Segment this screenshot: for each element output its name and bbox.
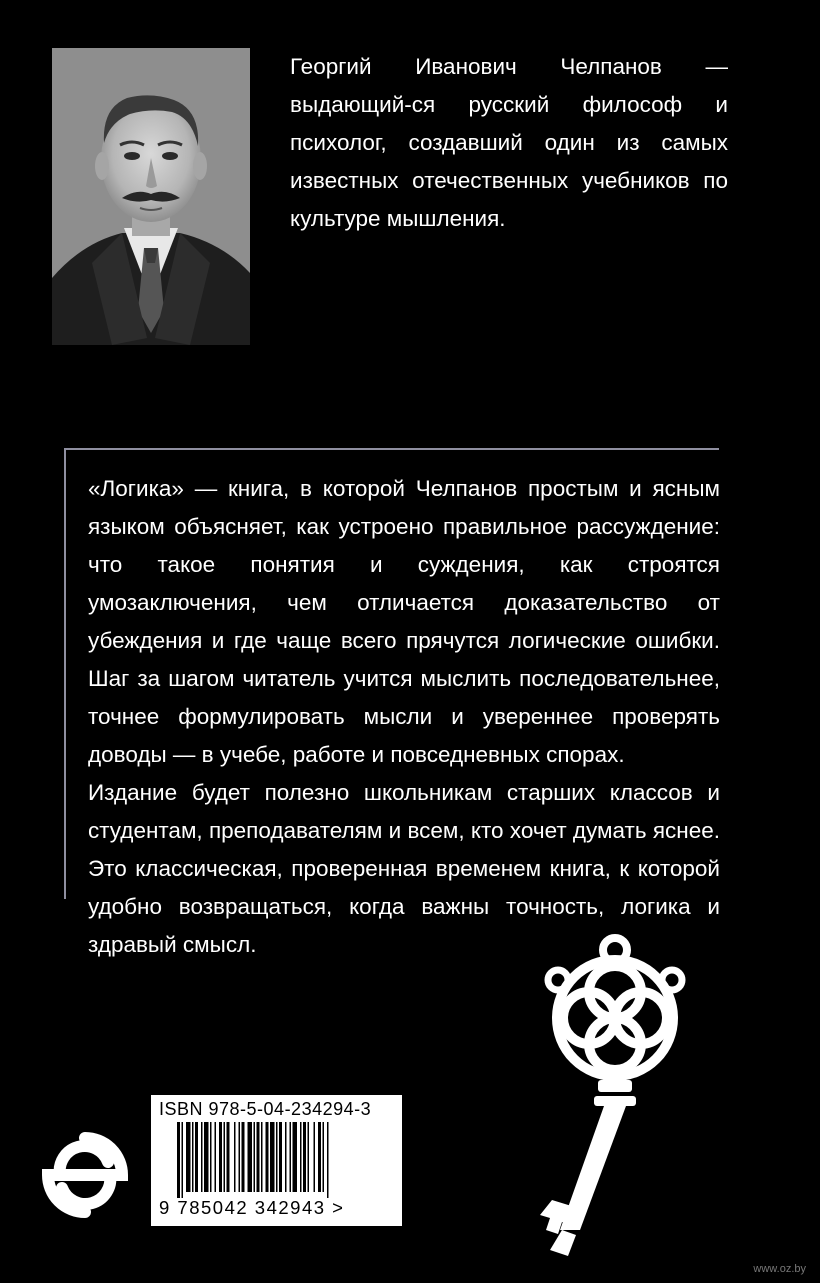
frame-left-line — [64, 448, 66, 899]
description-paragraph-2: Издание будет полезно школьникам старших классов и студентам, преподавателям и всем, кто хочет думать яснее. Это классическая, проверенная временем книга, к которой удобно возвращаться, когда важны точность, логика и здравый смысл. — [88, 780, 720, 957]
portrait-photo-icon — [52, 48, 250, 345]
isbn-label: ISBN 978-5-04-234294-3 — [159, 1099, 372, 1119]
watermark: www.oz.by — [753, 1263, 806, 1275]
barcode-digits: 9 785042 342943 > — [159, 1197, 345, 1218]
book-description — [88, 470, 720, 964]
frame-top-line — [64, 448, 719, 450]
description-paragraph-1: «Логика» — книга, в которой Челпанов простым и ясным языком объясняет, как устроено правильное рассуждение: что такое понятия и суждения, как строятся умозаключения, чем отличается доказательство от убеждения и где чаще всего прячутся логические ошибки. Шаг за шагом читатель учится мыслить последовательнее, точнее формулировать мысли и увереннее проверять доводы — в учебе, работе и повседневных спорах. — [88, 476, 720, 767]
barcode-bars — [177, 1122, 382, 1198]
author-portrait — [52, 48, 250, 345]
key-icon — [510, 930, 720, 1260]
eksmo-logo-icon — [40, 1130, 130, 1220]
barcode-box — [151, 1095, 402, 1226]
author-bio: Георгий Иванович Челпанов — выдающий-ся русский философ и психолог, создавший один из самых известных отечественных учебников по культуре мышления. — [290, 54, 728, 231]
